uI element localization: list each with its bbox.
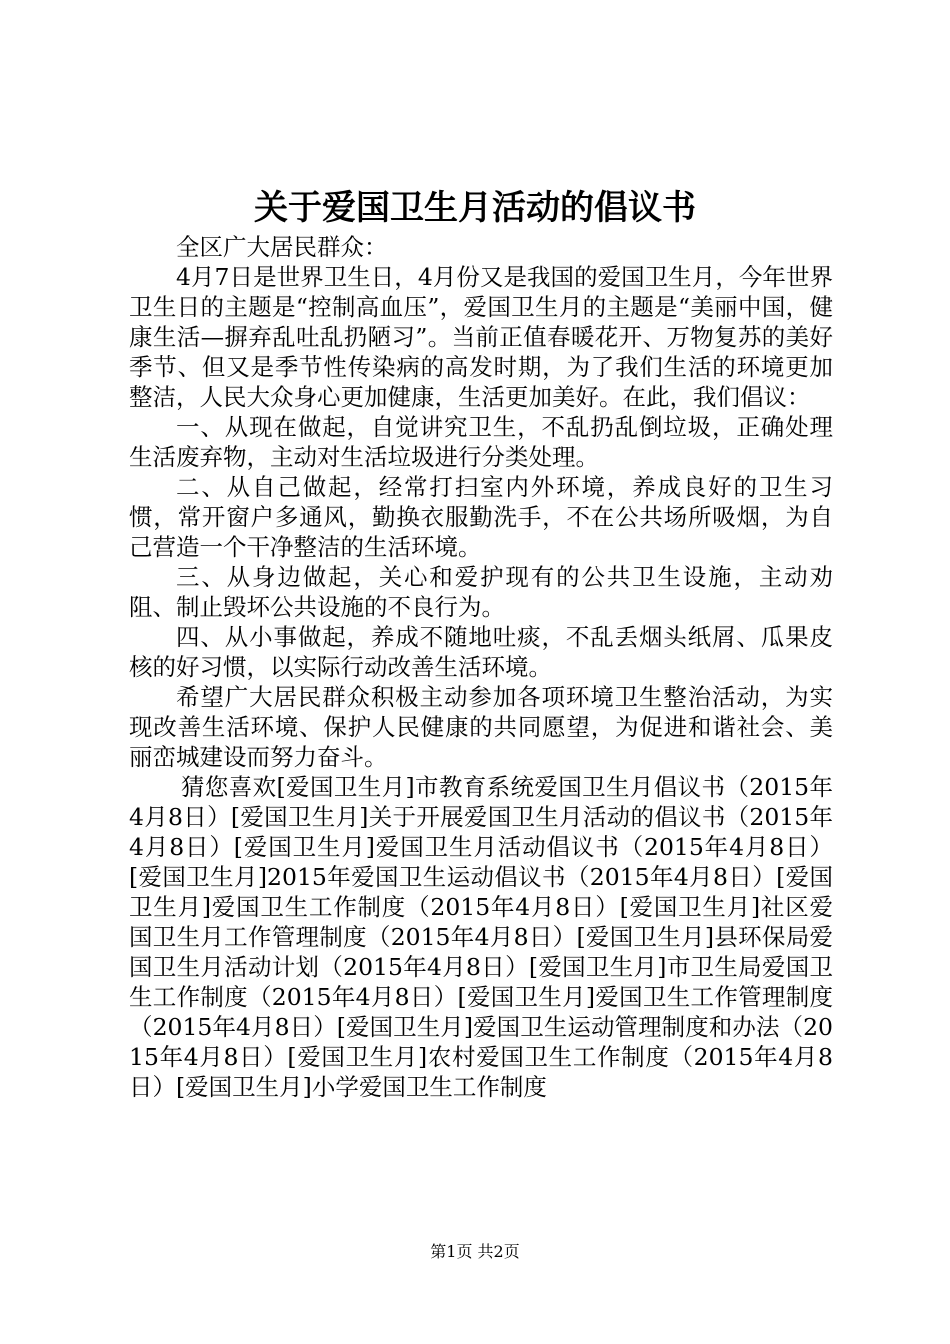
related-articles: 猜您喜欢[爱国卫生月]市教育系统爱国卫生月倡议书（2015年4月8日）[爱国卫生月]关于开展爱国卫生月活动的倡议书（2015年4月8日）[爱国卫生月]爱国卫生月活动倡议书（2015年4月8日）[爱国卫生月]2015年爱国卫生运动倡议书（2015年4月8日）[爱国卫生月]爱国卫生工作制度（2015年4月8日）[爱国卫生月]社区爱国卫生月工作管理制度（2015年4月8日）[爱国卫生月]县环保局爱国卫生月活动计划（2015年4月8日）[爱国卫生月]市卫生局爱国卫生工作制度（2015年4月8日）[爱国卫生月]爱国卫生工作管理制度（2015年4月8日）[爱国卫生月]爱国卫生运动管理制度和办法（2015年4月8日）[爱国卫生月]农村爱国卫生工作制度（2015年4月8日）[爱国卫生月]小学爱国卫生工作制度 [129,773,833,1101]
paragraph-item-2: 二、从自己做起，经常打扫室内外环境，养成良好的卫生习惯，常开窗户多通风，勤换衣服勤洗手，不在公共场所吸烟，为自己营造一个干净整洁的生活环境。 [129,473,833,561]
paragraph-intro: 4月7日是世界卫生日，4月份又是我国的爱国卫生月，今年世界卫生日的主题是“控制高血压”，爱国卫生月的主题是“美丽中国，健康生活—摒弃乱吐乱扔陋习”。当前正值春暖花开、万物复苏的美好季节、但又是季节性传染病的高发时期，为了我们生活的环境更加整洁，人民大众身心更加健康，生活更加美好。在此，我们倡议： [129,263,833,411]
document-body [129,232,833,1102]
paragraph-item-1: 一、从现在做起，自觉讲究卫生，不乱扔乱倒垃圾，正确处理生活废弃物，主动对生活垃圾进行分类处理。 [129,413,833,471]
paragraph-closing: 希望广大居民群众积极主动参加各项环境卫生整治活动，为实现改善生活环境、保护人民健康的共同愿望，为促进和谐社会、美丽峦城建设而努力奋斗。 [129,683,833,771]
page-footer: 第1页 共2页 [430,1242,520,1261]
document-title: 关于爱国卫生月活动的倡议书 [254,188,696,228]
paragraph-item-4: 四、从小事做起，养成不随地吐痰，不乱丢烟头纸屑、瓜果皮核的好习惯，以实际行动改善生活环境。 [129,623,833,681]
salutation: 全区广大居民群众： [176,233,388,261]
paragraph-item-3: 三、从身边做起，关心和爱护现有的公共卫生设施，主动劝阻、制止毁坏公共设施的不良行为。 [129,563,833,621]
